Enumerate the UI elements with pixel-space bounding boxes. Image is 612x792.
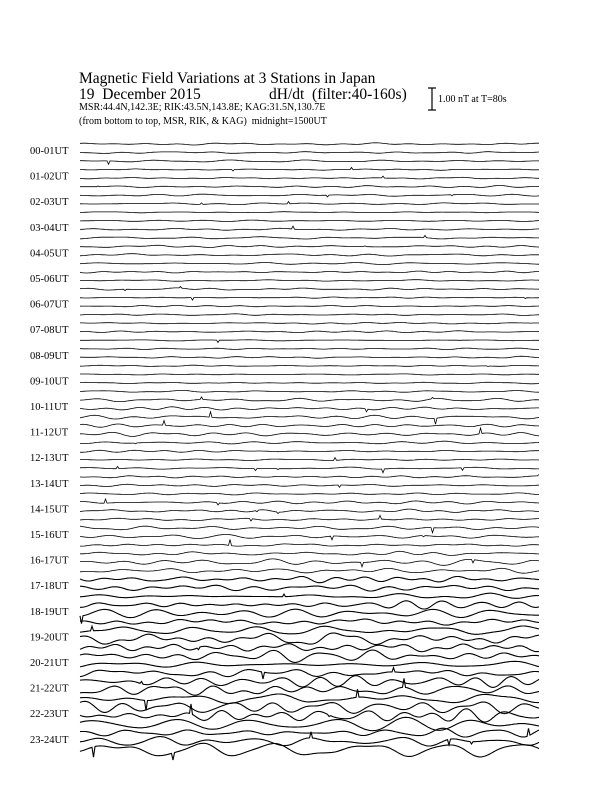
hour-label-16: 15-16UT xyxy=(30,530,69,541)
trace-8-RIK xyxy=(80,331,539,333)
hour-label-23: 22-23UT xyxy=(30,709,69,721)
trace-3-RIK xyxy=(80,202,539,205)
trace-7-KAG xyxy=(80,297,539,300)
hour-label-15: 14-15UT xyxy=(30,504,69,516)
trace-7-RIK xyxy=(80,305,539,306)
trace-1-MSR xyxy=(80,160,539,164)
hour-label-21: 20-21UT xyxy=(30,658,69,669)
trace-5-MSR xyxy=(80,263,539,265)
trace-12-KAG xyxy=(80,421,539,428)
hour-label-6: 05-06UT xyxy=(30,274,69,285)
trace-4-RIK xyxy=(80,226,539,230)
trace-13-KAG xyxy=(80,450,539,452)
trace-12-MSR xyxy=(80,441,539,444)
trace-21-KAG xyxy=(80,650,539,662)
hour-label-13: 12-13UT xyxy=(30,453,69,465)
hour-label-12: 11-12UT xyxy=(30,427,69,439)
chart-title: Magnetic Field Variations at 3 Stations in Japan xyxy=(79,70,376,87)
trace-22-KAG xyxy=(80,676,539,688)
trace-5-RIK xyxy=(80,254,539,256)
trace-6-MSR xyxy=(80,287,539,291)
trace-6-RIK xyxy=(80,280,539,282)
trace-23-MSR xyxy=(80,717,539,730)
trace-23-KAG xyxy=(80,701,539,713)
trace-8-MSR xyxy=(80,340,539,343)
trace-19-MSR xyxy=(80,619,539,625)
hour-label-7: 06-07UT xyxy=(30,299,69,311)
trace-2-KAG xyxy=(80,168,539,171)
station-coordinates: MSR:44.4N,142.3E; RIK:43.5N,143.8E; KAG:31.5N,130.7E xyxy=(79,102,326,113)
trace-10-MSR xyxy=(80,390,539,392)
trace-17-MSR xyxy=(80,568,539,573)
hour-label-3: 02-03UT xyxy=(30,197,69,209)
trace-11-RIK xyxy=(80,407,539,412)
trace-7-MSR xyxy=(80,314,539,316)
trace-17-RIK xyxy=(80,559,539,567)
trace-18-MSR xyxy=(80,593,539,598)
trace-20-MSR xyxy=(80,644,539,652)
trace-21-MSR xyxy=(80,668,539,679)
hour-label-22: 21-22UT xyxy=(30,683,69,695)
station-order-note: (from bottom to top, MSR, RIK, & KAG) midnight=1500UT xyxy=(79,116,327,127)
trace-15-KAG xyxy=(80,499,539,505)
trace-16-MSR xyxy=(80,540,539,547)
trace-4-KAG xyxy=(80,220,539,221)
hour-label-11: 10-11UT xyxy=(30,402,69,413)
trace-10-KAG xyxy=(80,374,539,375)
trace-12-RIK xyxy=(80,428,539,436)
trace-17-KAG xyxy=(80,551,539,555)
hour-label-20: 19-20UT xyxy=(30,632,69,644)
hour-label-5: 04-05UT xyxy=(30,248,69,260)
trace-16-KAG xyxy=(80,526,539,533)
hour-label-17: 16-17UT xyxy=(30,555,69,567)
hour-label-1: 00-01UT xyxy=(30,146,69,157)
hour-label-19: 18-19UT xyxy=(30,606,69,618)
trace-5-KAG xyxy=(80,245,539,247)
trace-24-RIK xyxy=(80,732,539,746)
hour-label-24: 23-24UT xyxy=(30,734,69,746)
trace-18-KAG xyxy=(80,577,539,583)
trace-3-MSR xyxy=(80,212,539,213)
trace-15-MSR xyxy=(80,515,539,521)
chart-date: 19 December 2015 xyxy=(79,86,201,103)
trace-22-MSR xyxy=(80,689,539,710)
hour-label-10: 09-10UT xyxy=(30,376,69,388)
trace-2-RIK xyxy=(80,176,539,179)
trace-16-RIK xyxy=(80,535,539,540)
trace-3-KAG xyxy=(80,194,539,197)
trace-8-KAG xyxy=(80,323,539,325)
hour-labels xyxy=(30,146,69,746)
trace-9-RIK xyxy=(80,356,539,358)
hour-label-14: 13-14UT xyxy=(30,478,69,490)
traces xyxy=(80,143,539,760)
trace-9-KAG xyxy=(80,348,539,350)
trace-4-MSR xyxy=(80,235,539,239)
trace-14-KAG xyxy=(80,475,539,478)
trace-18-RIK xyxy=(80,585,539,591)
trace-22-RIK xyxy=(80,678,539,695)
scale-bar-label: 1.00 nT at T=80s xyxy=(438,94,507,105)
trace-1-RIK xyxy=(80,152,539,154)
trace-2-MSR xyxy=(80,186,539,188)
hour-label-18: 17-18UT xyxy=(30,581,69,593)
trace-19-KAG xyxy=(80,601,539,609)
trace-24-MSR xyxy=(80,743,539,760)
hour-label-2: 01-02UT xyxy=(30,171,69,183)
trace-15-RIK xyxy=(80,509,539,513)
hour-label-8: 07-08UT xyxy=(30,325,69,337)
scale-bar xyxy=(428,88,436,110)
trace-10-RIK xyxy=(80,382,539,384)
trace-13-RIK xyxy=(80,458,539,461)
trace-21-RIK xyxy=(80,661,539,667)
trace-13-MSR xyxy=(80,467,539,473)
trace-14-MSR xyxy=(80,493,539,495)
trace-20-RIK xyxy=(80,633,539,645)
trace-9-MSR xyxy=(80,365,539,366)
trace-14-RIK xyxy=(80,484,539,487)
hour-label-4: 03-04UT xyxy=(30,222,69,234)
trace-1-KAG xyxy=(80,143,539,145)
trace-6-KAG xyxy=(80,271,539,273)
trace-11-KAG xyxy=(80,397,539,402)
hour-label-9: 08-09UT xyxy=(30,350,69,362)
trace-11-MSR xyxy=(80,412,539,424)
chart-quantity: dH/dt (filter:40-160s) xyxy=(269,86,407,103)
trace-20-KAG xyxy=(80,626,539,634)
